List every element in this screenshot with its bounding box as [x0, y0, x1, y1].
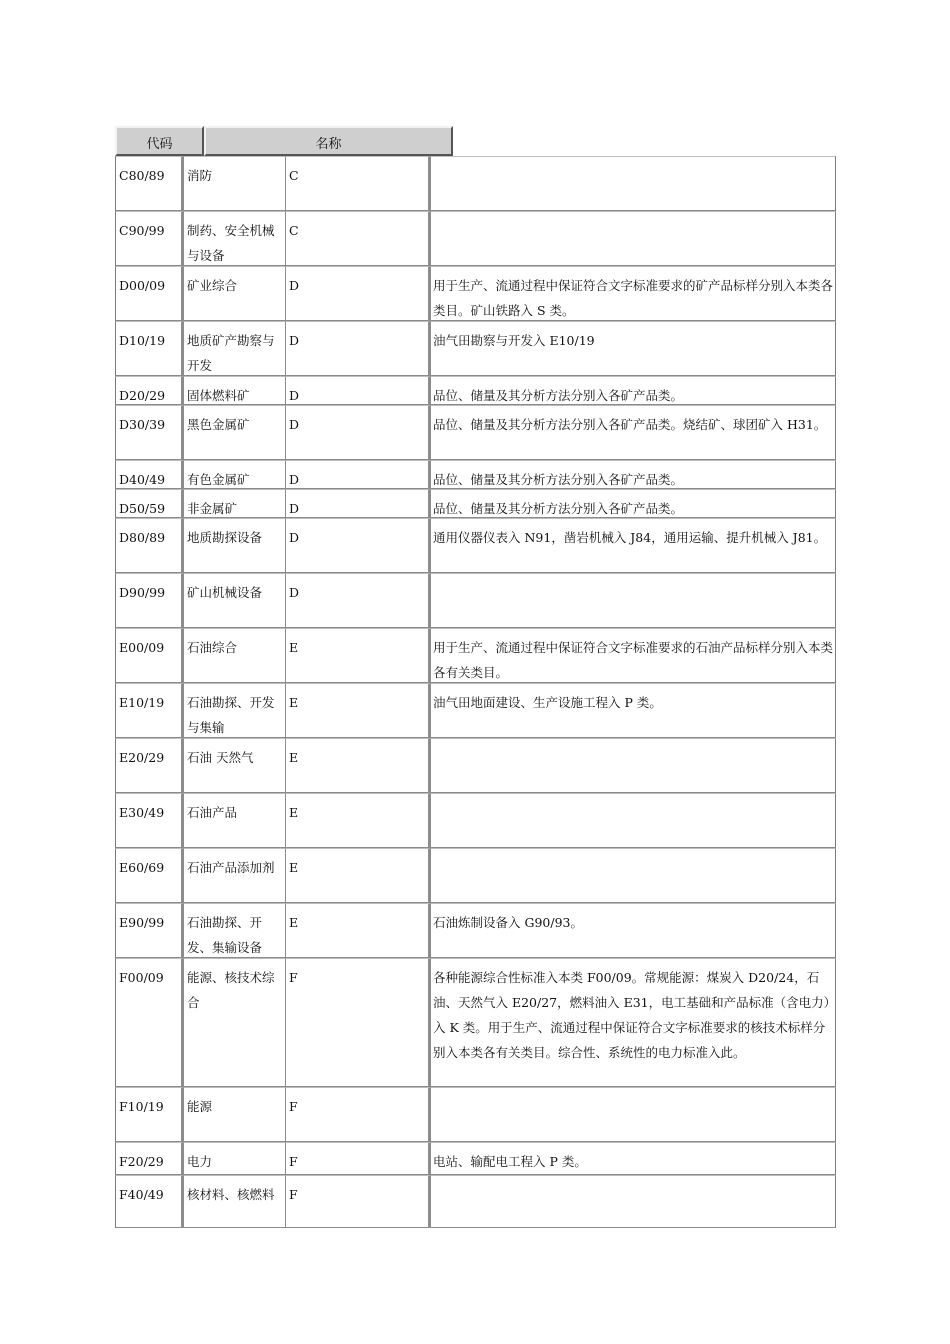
class-cell: D — [286, 518, 431, 573]
table-row — [115, 156, 836, 211]
class-cell: D — [286, 573, 431, 628]
code-cell: D40/49 — [115, 460, 184, 489]
code-cell: F10/19 — [115, 1087, 184, 1142]
code-cell: E10/19 — [115, 683, 184, 738]
class-cell: D — [286, 405, 431, 460]
note-cell: 油气田地面建设、生产设施工程入 P 类。 — [431, 683, 836, 738]
name-cell: 非金属矿 — [184, 489, 286, 518]
code-cell: D80/89 — [115, 518, 184, 573]
class-cell: E — [286, 903, 431, 958]
code-cell: F20/29 — [115, 1142, 184, 1175]
name-cell: 黑色金属矿 — [184, 405, 286, 460]
code-cell: E00/09 — [115, 628, 184, 683]
table-row — [115, 738, 836, 793]
name-cell: 地质勘探设备 — [184, 518, 286, 573]
name-cell: 石油勘探、开发与集输 — [184, 683, 286, 738]
note-cell: 用于生产、流通过程中保证符合文字标准要求的矿产品标样分别入本类各类目。矿山铁路入 S 类。 — [431, 266, 836, 321]
note-cell — [431, 573, 836, 628]
table-row — [115, 1087, 836, 1142]
name-cell: 电力 — [184, 1142, 286, 1175]
note-cell: 通用仪器仪表入 N91，凿岩机械入 J84，通用运输、提升机械入 J81。 — [431, 518, 836, 573]
name-cell: 矿业综合 — [184, 266, 286, 321]
note-cell — [431, 156, 836, 211]
note-cell: 用于生产、流通过程中保证符合文字标准要求的石油产品标样分别入本类各有关类目。 — [431, 628, 836, 683]
header-code-cell: 代码 — [115, 126, 204, 156]
note-cell — [431, 211, 836, 266]
table-row — [115, 958, 836, 1087]
class-cell: E — [286, 848, 431, 903]
note-cell: 油气田勘察与开发入 E10/19 — [431, 321, 836, 376]
table-row — [115, 405, 836, 460]
table-row — [115, 211, 836, 266]
name-cell: 石油勘探、开发、集输设备 — [184, 903, 286, 958]
name-cell: 消防 — [184, 156, 286, 211]
class-cell: D — [286, 321, 431, 376]
class-cell: F — [286, 1087, 431, 1142]
code-cell: D10/19 — [115, 321, 184, 376]
name-cell: 石油产品 — [184, 793, 286, 848]
table-row — [115, 460, 836, 489]
code-cell: D20/29 — [115, 376, 184, 405]
code-cell: D30/39 — [115, 405, 184, 460]
code-cell: E60/69 — [115, 848, 184, 903]
note-cell — [431, 738, 836, 793]
note-cell — [431, 793, 836, 848]
code-cell: F00/09 — [115, 958, 184, 1087]
table-row — [115, 376, 836, 405]
class-cell: F — [286, 1142, 431, 1175]
note-cell: 品位、储量及其分析方法分别入各矿产品类。 — [431, 460, 836, 489]
header-name-cell: 名称 — [204, 126, 453, 156]
table-row — [115, 1142, 836, 1175]
name-cell: 能源、核技术综合 — [184, 958, 286, 1087]
table-row — [115, 489, 836, 518]
name-cell: 地质矿产勘察与开发 — [184, 321, 286, 376]
table-row — [115, 266, 836, 321]
table-row — [115, 1175, 836, 1228]
note-cell: 电站、输配电工程入 P 类。 — [431, 1142, 836, 1175]
class-cell: C — [286, 156, 431, 211]
table-row — [115, 628, 836, 683]
class-cell: E — [286, 793, 431, 848]
table-row — [115, 793, 836, 848]
class-cell: F — [286, 1175, 431, 1228]
name-cell: 石油 天然气 — [184, 738, 286, 793]
name-cell: 石油综合 — [184, 628, 286, 683]
code-cell: D90/99 — [115, 573, 184, 628]
class-cell: D — [286, 489, 431, 518]
name-cell: 石油产品添加剂 — [184, 848, 286, 903]
class-cell: F — [286, 958, 431, 1087]
code-cell: E20/29 — [115, 738, 184, 793]
class-cell: E — [286, 738, 431, 793]
note-cell: 品位、储量及其分析方法分别入各矿产品类。 — [431, 376, 836, 405]
class-cell: E — [286, 628, 431, 683]
code-cell: F40/49 — [115, 1175, 184, 1228]
class-cell: D — [286, 460, 431, 489]
name-cell: 核材料、核燃料 — [184, 1175, 286, 1228]
note-cell: 石油炼制设备入 G90/93。 — [431, 903, 836, 958]
note-cell: 各种能源综合性标准入本类 F00/09。常规能源：煤炭入 D20/24，石油、天然气入 E20/27，燃料油入 E31，电工基础和产品标准（含电力）入 K 类。用于生产、流通过程中保证符合文字标准要求的核技术标样分别入本类各有关类目。综合性、系统性的电力标准入此。 — [431, 958, 836, 1087]
code-cell: E30/49 — [115, 793, 184, 848]
table-row — [115, 573, 836, 628]
name-cell: 制药、安全机械与设备 — [184, 211, 286, 266]
table-row — [115, 683, 836, 738]
table-row — [115, 848, 836, 903]
name-cell: 能源 — [184, 1087, 286, 1142]
class-cell: D — [286, 266, 431, 321]
class-cell: C — [286, 211, 431, 266]
table-row — [115, 903, 836, 958]
standards-classification-table — [115, 156, 836, 1228]
code-cell: C90/99 — [115, 211, 184, 266]
name-cell: 固体燃料矿 — [184, 376, 286, 405]
code-cell: D00/09 — [115, 266, 184, 321]
name-cell: 有色金属矿 — [184, 460, 286, 489]
class-cell: D — [286, 376, 431, 405]
code-cell: E90/99 — [115, 903, 184, 958]
code-cell: D50/59 — [115, 489, 184, 518]
note-cell: 品位、储量及其分析方法分别入各矿产品类。 — [431, 489, 836, 518]
class-cell: E — [286, 683, 431, 738]
code-cell: C80/89 — [115, 156, 184, 211]
table-header — [115, 126, 453, 156]
note-cell — [431, 848, 836, 903]
note-cell — [431, 1087, 836, 1142]
table-row — [115, 518, 836, 573]
name-cell: 矿山机械设备 — [184, 573, 286, 628]
note-cell — [431, 1175, 836, 1228]
note-cell: 品位、储量及其分析方法分别入各矿产品类。烧结矿、球团矿入 H31。 — [431, 405, 836, 460]
table-row — [115, 321, 836, 376]
